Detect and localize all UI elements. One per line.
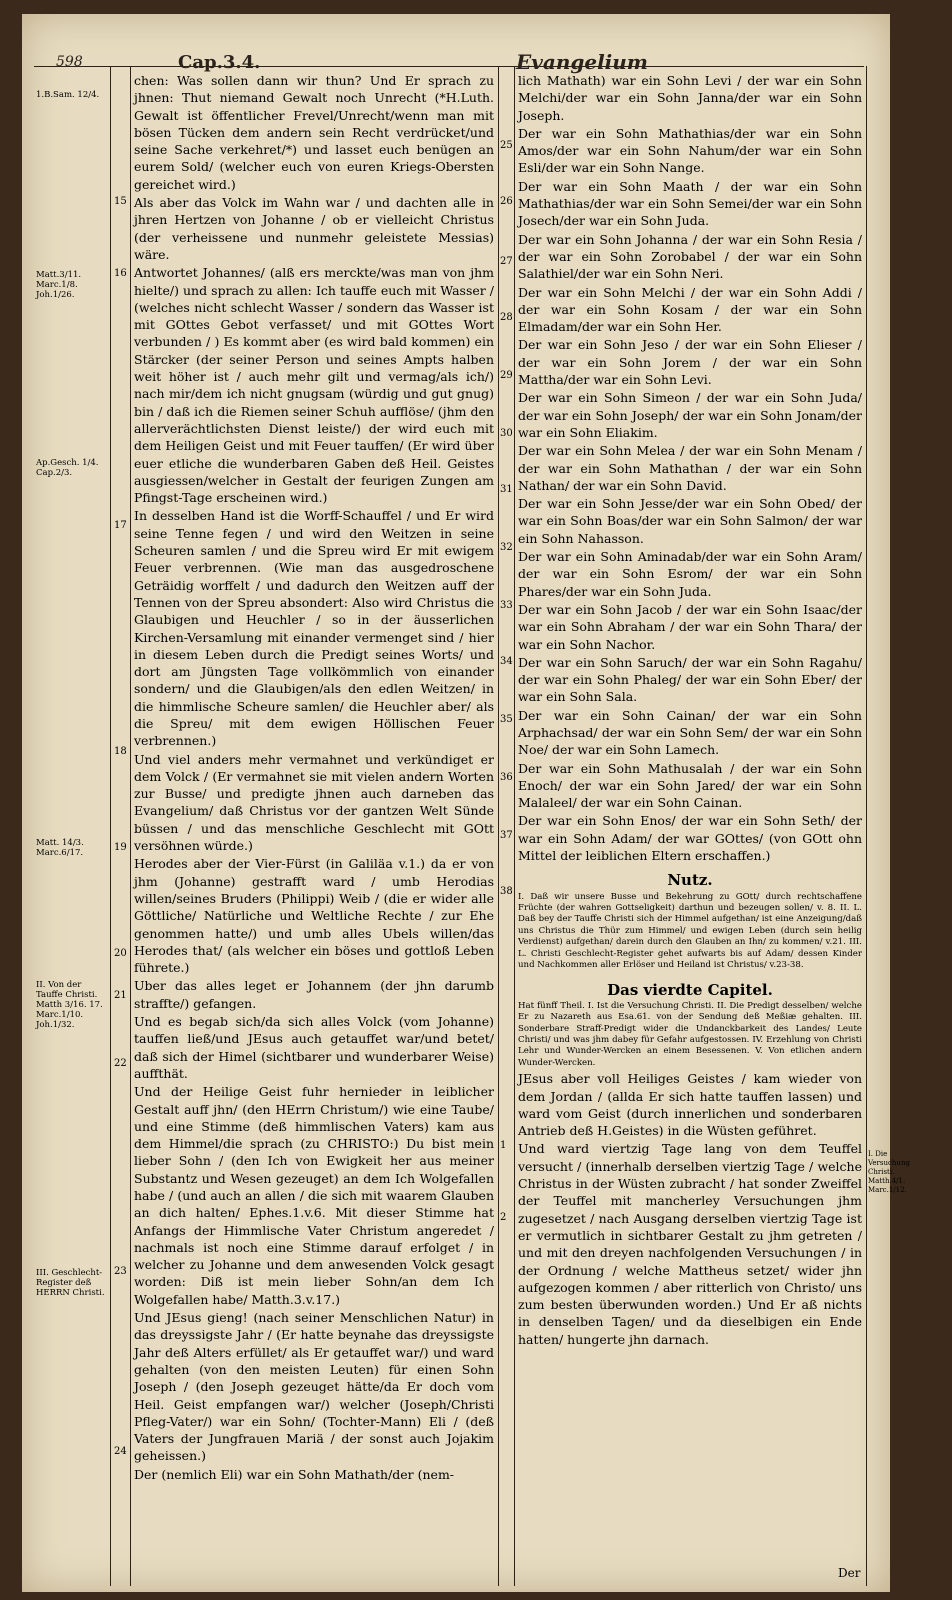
verse-number: 36 — [500, 772, 513, 783]
verse-text: Der (nemlich Eli) war ein Sohn Mathath/der (nem- — [134, 1466, 455, 1482]
verse-text: Der war ein Sohn Maath / der war ein Sohn Mathathias/der war ein Sohn Semei/der war ein Sohn Josech/der war ein Sohn Juda. — [518, 178, 862, 229]
verse-number: 26 — [500, 196, 513, 207]
verse-number: 25 — [500, 140, 513, 151]
column-rule-left — [498, 66, 499, 1586]
verse-text: Herodes aber der Vier-Fürst (in Galiläa v.1.) da er von jhm (Johanne) gestrafft ward / umb Herodias willen/seines Bruders (Philippi) Weib / (die er wider alle Göttliche/ Natürliche und Weltliche Rechte / zur Ehe genommen hatte/) und umb alles Ubels willen/das Herodes that/ (als welcher ein böses und gottloß Leben führete.) — [134, 856, 494, 976]
margin-note: II. Von der Tauffe Christi. Matth 3/16. 17. Marc.1/10. Joh.1/32. — [36, 980, 103, 1030]
verse-text: chen: Was sollen dann wir thun? Und Er sprach zu jhnen: Thut niemand Gewalt noch Unrecht (*H.Luth. Gewalt ist öffentlicher Frevel/Unrecht/wenn man mit bösen Tücken dem andern sein Recht verdrücket/und seine Sache verkehret/*) und lasset euch benügen an eurem Sold/ (welcher euch von euren Kriegs-Obersten gereichet wird.) — [134, 73, 494, 192]
verse-text: Und der Heilige Geist fuhr hernieder in leiblicher Gestalt auff jhn/ (den HErrn Christum/) wie eine Taube/ und eine Stimme (deß himmlischen Vaters) kam aus dem Himmel/die sprach (zu CHRISTO:) Du bist mein lieber Sohn / (den Ich von Ewigkeit her aus meiner Substantz und Wesen gezeuget) an dem Ich Wolgefallen habe / (und auch an allen / die sich mit waarem Glauben an dich halten/ Ephes.1.v.6. Mit dieser Stimme hat Anfangs der Himmlische Vater Christum angeredet / nachmals ist noch eine Stimme darauf erfolget / in welcher zu Johanne und dem anwesenden Volck gesagt worden: Diß ist mein lieber Sohn/an dem Ich Wolgefallen habe/ Matth.3.v.17.) — [134, 1084, 494, 1307]
verse-text: lich Mathath) war ein Sohn Levi / der war ein Sohn Melchi/der war ein Sohn Janna/der war ein Sohn Joseph. — [518, 73, 862, 123]
verse-number: 20 — [114, 948, 127, 959]
verse-text: Der war ein Sohn Jeso / der war ein Sohn Elieser / der war ein Sohn Jorem / der war ein Sohn Mattha/der war ein Sohn Levi. — [518, 337, 862, 388]
verse-text: Antwortet Johannes/ (alß ers merckte/was man von jhm hielte/) und sprach zu allen: Ich tauffe euch mit Wasser / (welches nicht schlecht Wasser / sondern das Wasser ist mit GOttes Gebot verfasset/ und mit GOttes Wort verbunden / ) Es kommt aber (es wird bald kommen) ein Stärcker (der seiner Person und seines Ampts halben weit höher ist / auch mehr gilt und vermag/als ich/) nach mir/dem ich nicht gnugsam (würdig und gut gnug) bin / daß ich die Riemen seiner Schuh aufflöse/ (jhm den allerverächtlichsten Dienst leiste/) der wird euch mit dem Heiligen Geist und mit Feuer tauffen/ (Er wird über euer etliche die wunderbaren Gaben deß Heil. Geistes ausgiessen/welcher in Gestalt der feurigen Zungen am Pfingst-Tage erscheinen wird.) — [134, 265, 494, 506]
verse-number: 15 — [114, 196, 127, 207]
verse-text: Der war ein Sohn Aminadab/der war ein Sohn Aram/ der war ein Sohn Esrom/ der war ein Sohn Phares/der war ein Sohn Juda. — [518, 549, 862, 599]
catchword: Der — [838, 1566, 861, 1580]
verse-number: 31 — [500, 484, 513, 495]
verse-text: Und es begab sich/da sich alles Volck (vom Johanne) tauffen ließ/und JEsus auch getauffet war/und betet/ daß sich der Himel (sichtbarer und wunderbarer Weise) auffthät. — [134, 1014, 494, 1081]
verse-number: 2 — [500, 1212, 507, 1223]
outer-rule — [866, 66, 867, 1586]
verse-text: Der war ein Sohn Saruch/ der war ein Sohn Ragahu/ der war ein Sohn Phaleg/ der war ein Sohn Eber/ der war ein Sohn Sala. — [518, 654, 862, 705]
verse-number: 19 — [114, 842, 127, 853]
verse-text: Der war ein Sohn Jacob / der war ein Sohn Isaac/der war ein Sohn Abraham / der war ein Sohn Thara/ der war ein Sohn Nachor. — [518, 601, 862, 652]
verse-number: 38 — [500, 886, 513, 897]
right-text-column — [518, 72, 862, 1349]
verse-number: 17 — [114, 520, 127, 531]
chapter-summary: Hat fünff Theil. I. Ist die Versuchung Christi. II. Die Predigt desselben/ welche Er zu Nazareth aus Esa.61. von der Sendung deß Meßiæ gehalten. III. Sonderbare Straff-Predigt wider die Undanckbarkeit des Landes/ Leute Christi/ und was jhm dabey für Gefahr aufgestossen. IV. Erzehlung von Christi Lehr und Wunder-Wercken an einem Besessenen. V. Von etlichen andern Wunder-Wercken. — [518, 1000, 862, 1068]
verse-text: Und ward viertzig Tage lang von dem Teuffel versucht / (innerhalb derselben viertzig Tage / welche Christus in der Wüsten zubracht / hat sonder Zweiffel der Teuffel mit mancherley Versuchungen jhm zugesetzet / nach Ausgang derselben viertzig Tage ist er vermutlich in sichtbarer Gestalt zu jhm getreten / und mit den dreyen nachfolgenden Versuchungen / in der Ordnung / welche Mattheus setzet/ wider jhn aufgezogen kommen / aber ritterlich von Christo/ uns zum besten überwunden worden.) Und Er aß nichts in denselben Tagen/ und da dieselbigen ein Ende hatten/ hungerte jhn darnach. — [518, 1141, 862, 1347]
nutz-heading: Nutz. — [667, 871, 713, 890]
verse-text: Der war ein Sohn Jesse/der war ein Sohn Obed/ der war ein Sohn Boas/der war ein Sohn Salmon/ der war ein Sohn Nahasson. — [518, 496, 862, 546]
chapter-heading: Das vierdte Capitel. — [607, 980, 773, 999]
margin-note: Ap.Gesch. 1/4. Cap.2/3. — [36, 458, 99, 478]
verse-number: 21 — [114, 990, 127, 1001]
verse-text: Der war ein Sohn Enos/ der war ein Sohn Seth/ der war ein Sohn Adam/ der war GOttes/ (von GOtt ohn Mittel der leiblichen Eltern erschaffen.) — [518, 813, 862, 864]
verse-number: 22 — [114, 1058, 127, 1069]
verse-number: 18 — [114, 746, 127, 757]
verse-text: Und JEsus gieng! (nach seiner Menschlichen Natur) in das dreyssigste Jahr / (Er hatte beynahe das dreyssigste Jahr deß Alters erfüllet/ als Er getauffet war/) und ward gehalten (von den meisten Leuten) für einen Sohn Joseph / (den Joseph gezeuget hätte/da Er doch vom Heil. Geist empfangen war/) welcher (Joseph/Christi Pfleg-Vater/) war ein Sohn/ (Tochter-Mann) Eli / (deß Vaters der Jungfrauen Mariä / der sonst auch Jojakim geheissen.) — [134, 1310, 494, 1464]
verse-number: 30 — [500, 428, 513, 439]
verse-text: Der war ein Sohn Mathusalah / der war ein Sohn Enoch/ der war ein Sohn Jared/ der war ein Sohn Malaleel/ der war ein Sohn Cainan. — [518, 760, 862, 811]
verse-number: 33 — [500, 600, 513, 611]
verse-text: JEsus aber voll Heiliges Geistes / kam wieder von dem Jordan / (allda Er sich hatte tauffen lassen) und ward vom Geist (durch innerlichen und sonderbaren Antrieb deß H.Geistes) in die Wüsten geführet. — [518, 1071, 862, 1139]
verse-rule — [130, 66, 131, 1586]
margin-note: III. Geschlecht-Register deß HERRN Christi. — [36, 1268, 105, 1298]
verse-number: 23 — [114, 1266, 127, 1277]
verse-text: In desselben Hand ist die Worff-Schauffel / und Er wird seine Tenne fegen / und wird den Weitzen in seine Scheuren samlen / und die Spreu wird Er mit ewigem Feuer verbrennen. (Wie man das ausgedroschene Geträidig worffelt / und dadurch den Weitzen auff der Tennen von der Spreu absondert: Also wird Christus die Glaubigen und Heuchler / so in der äusserlichen Kirchen-Versamlung mit einander vermenget sind / hier in diesem Leben durch die Predigt seines Worts/ und dort am Jüngsten Tage vollkömmlich von einander sondern/ und die Glaubigen/als den edlen Weitzen/ in die himmlische Scheure samlen/ die Heuchler aber/ als die Spreu/ mit dem ewigen Höllischen Feuer verbrennen.) — [134, 508, 494, 749]
verse-text: Uber das alles leget er Johannem (der jhn darumb straffte/) gefangen. — [134, 978, 494, 1011]
verse-text: Der war ein Sohn Melea / der war ein Sohn Menam / der war ein Sohn Mathathan / der war ein Sohn Nathan/ der war ein Sohn David. — [518, 443, 862, 493]
column-rule-right — [514, 66, 515, 1586]
nutz-text: I. Daß wir unsere Busse und Bekehrung zu GOtt/ durch rechtschaffene Früchte (der wahren Gottseligkeit) darthun und bezeugen sollen/ v. 8. II. L. Daß bey der Tauffe Christi sich der Himmel aufgethan/ ist eine Anzeigung/daß uns Christus die Thür zum Himmel/ und ewigen Leben (durch sein heilig Verdienst) aufgethan/ darein durch den Glauben an Ihn/ zu kommen/ v.21. III. L. Christi Geschlecht-Register gehet aufwarts bis auf Adam/ dessen Kinder und Nachkommen aller Erlöser und Heiland ist Christus/ v.23-38. — [518, 891, 862, 971]
margin-rule — [110, 66, 111, 1586]
page-number: 598 — [56, 54, 83, 70]
verse-number: 29 — [500, 370, 513, 381]
margin-note: Matt. 14/3. Marc.6/17. — [36, 838, 84, 858]
verse-text: Der war ein Sohn Simeon / der war ein Sohn Juda/ der war ein Sohn Joseph/ der war ein Sohn Jonam/der war ein Sohn Eliakim. — [518, 390, 862, 440]
verse-number: 35 — [500, 714, 513, 725]
verse-number: 28 — [500, 312, 513, 323]
verse-number: 1 — [500, 1140, 507, 1151]
margin-note: 1.B.Sam. 12/4. — [36, 90, 100, 100]
margin-note: Matt.3/11. Marc.1/8. Joh.1/26. — [36, 270, 82, 300]
verse-number: 27 — [500, 256, 513, 267]
left-text-column — [134, 72, 494, 1484]
verse-text: Der war ein Sohn Johanna / der war ein Sohn Resia / der war ein Sohn Zorobabel / der war ein Sohn Salathiel/der war ein Sohn Neri. — [518, 231, 862, 282]
verse-number: 34 — [500, 656, 513, 667]
verse-number: 16 — [114, 268, 127, 279]
verse-number: 32 — [500, 542, 513, 553]
chapter-label: Cap.3.4. — [178, 52, 261, 73]
verse-number: 24 — [114, 1446, 127, 1457]
verse-text: Der war ein Sohn Mathathias/der war ein Sohn Amos/der war ein Sohn Nahum/der war ein Sohn Esli/der war ein Sohn Nange. — [518, 125, 862, 176]
header-rule — [34, 66, 864, 67]
page-title: Evangelium — [516, 50, 648, 74]
verse-text: Der war ein Sohn Melchi / der war ein Sohn Addi / der war ein Sohn Kosam / der war ein Sohn Elmadam/der war ein Sohn Her. — [518, 284, 862, 335]
verse-number: 37 — [500, 830, 513, 841]
verse-text: Als aber das Volck im Wahn war / und dachten alle in jhren Hertzen von Johanne / ob er vielleicht Christus (der verheissene und nunmehr geleistete Messias) wäre. — [134, 195, 494, 262]
verse-text: Der war ein Sohn Cainan/ der war ein Sohn Arphachsad/ der war ein Sohn Sem/ der war ein Sohn Noe/ der war ein Sohn Lamech. — [518, 707, 862, 758]
right-margin-note: I. Die Versuchung Christi. Matth.4/1. Marc.1/12. — [868, 1150, 910, 1194]
verse-text: Und viel anders mehr vermahnet und verkündiget er dem Volck / (Er vermahnet sie mit vielen andern Worten zur Busse/ und predigte jhnen auch darneben das Evangelium/ daß Christus vor der gantzen Welt Sünde büssen / und das menschliche Geschlecht mit GOtt versöhnen würde.) — [134, 751, 494, 854]
